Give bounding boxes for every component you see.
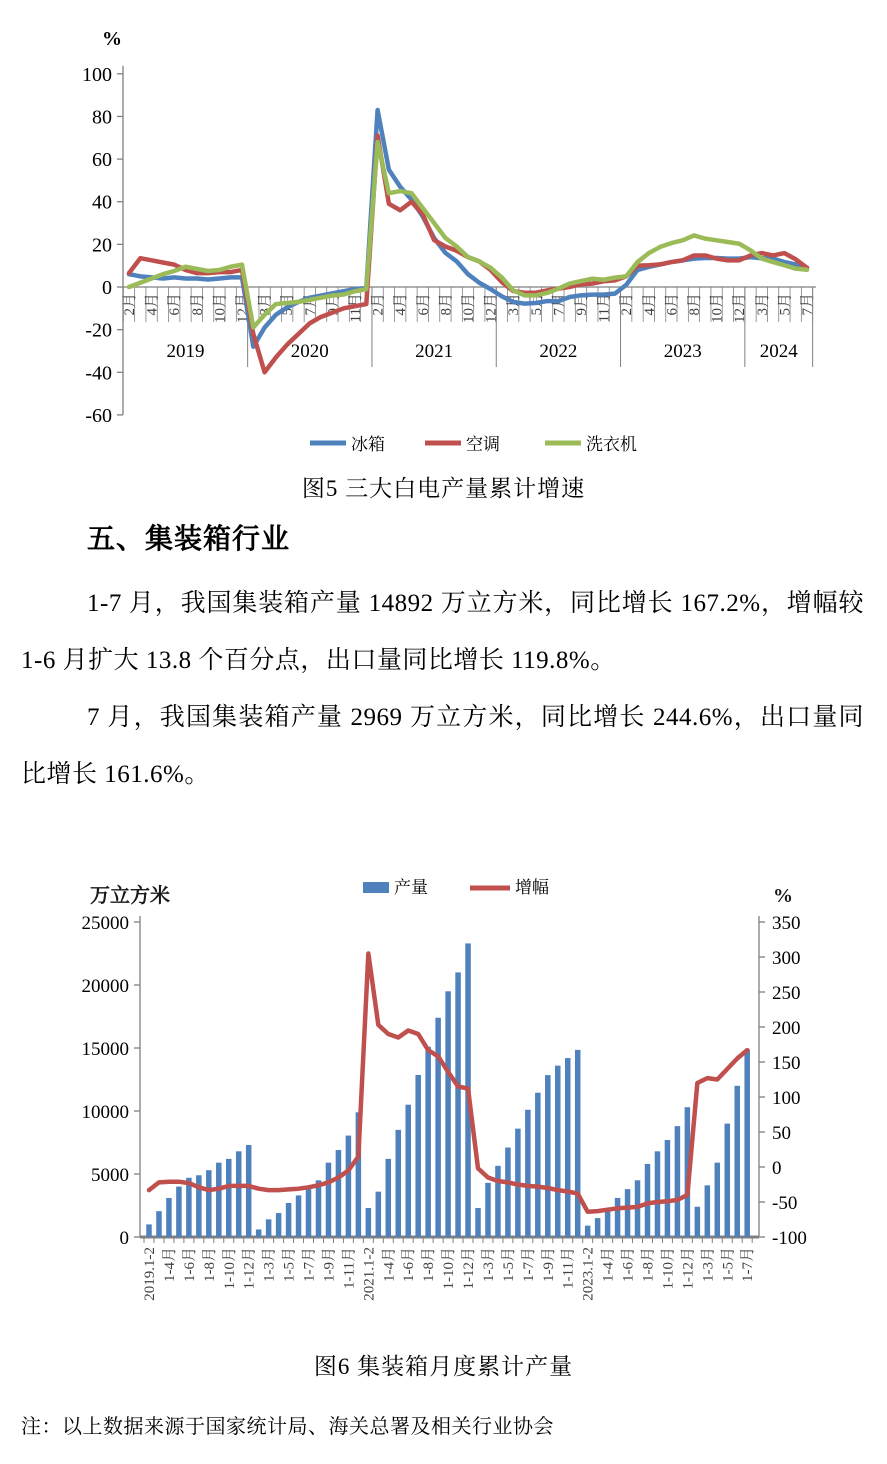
bar-19	[336, 1150, 342, 1237]
left-y-tick-label: 25000	[81, 913, 129, 934]
bar-28	[425, 1047, 431, 1237]
body-text	[21, 575, 864, 803]
x-tick-label: 7月	[551, 293, 568, 316]
bar-59	[734, 1086, 740, 1237]
white-goods-growth-chart	[50, 15, 845, 467]
x-tick-label: 10月	[709, 293, 726, 324]
x-tick-label: 2月	[619, 293, 636, 316]
bar-47	[615, 1198, 621, 1237]
x-tick-label: 1-6月	[620, 1247, 637, 1282]
x-tick-label: 1-11月	[341, 1247, 358, 1289]
right-y-tick-label: 350	[772, 913, 801, 934]
bar-30	[445, 991, 451, 1237]
left-y-tick-label: 5000	[91, 1165, 129, 1186]
right-y-tick-label: 150	[772, 1053, 801, 1074]
x-tick-label: 1-12月	[241, 1247, 258, 1290]
x-tick-label: 1-12月	[461, 1247, 478, 1290]
x-tick-label: 1-7月	[740, 1247, 757, 1282]
year-label: 2020	[290, 341, 329, 362]
bar-31	[455, 972, 461, 1237]
x-tick-label: 10月	[212, 293, 229, 324]
year-label: 2024	[759, 341, 798, 362]
bar-9	[236, 1151, 242, 1237]
bar-12	[266, 1219, 272, 1237]
left-y-tick-label: 15000	[81, 1039, 129, 1060]
x-tick-label: 7月	[800, 293, 816, 316]
x-tick-label: 12月	[235, 293, 251, 324]
x-tick-label: 1-6月	[401, 1247, 418, 1282]
x-tick-label: 10月	[461, 293, 477, 324]
left-y-tick-label: 0	[119, 1228, 129, 1249]
x-tick-label: 1-4月	[381, 1247, 398, 1282]
y-tick-label: 100	[82, 63, 112, 86]
x-tick-label: 1-12月	[680, 1247, 697, 1290]
x-tick-label: 1-4月	[161, 1247, 178, 1282]
left-axis-unit: 万立方米	[90, 885, 170, 907]
legend-label-产量: 产量	[394, 878, 428, 897]
x-tick-label: 2月	[370, 293, 387, 316]
right-y-tick-label: 100	[772, 1088, 801, 1109]
x-tick-label: 1-7月	[301, 1247, 318, 1282]
bar-41	[555, 1066, 561, 1237]
y-tick-label: -60	[85, 404, 112, 427]
x-tick-label: 1-3月	[480, 1247, 497, 1282]
bar-23	[376, 1192, 382, 1237]
bar-34	[485, 1183, 491, 1237]
bar-52	[665, 1140, 671, 1237]
legend-swatch-产量	[363, 882, 389, 893]
year-label: 2021	[415, 341, 454, 362]
fig6-bar-line-chart	[45, 860, 863, 1347]
bar-40	[545, 1075, 551, 1237]
y-tick-label: -20	[85, 319, 112, 342]
right-axis-unit: %	[773, 885, 793, 907]
section-heading: 五、集装箱行业	[87, 523, 291, 554]
y-tick-label: 80	[92, 106, 112, 129]
right-y-tick-label: 300	[772, 948, 801, 969]
x-tick-label: 4月	[144, 293, 161, 316]
x-tick-label: 1-3月	[700, 1247, 717, 1282]
x-tick-label: 1-9月	[540, 1247, 557, 1282]
x-tick-label: 11月	[348, 293, 364, 323]
bar-3	[176, 1187, 182, 1237]
bar-33	[475, 1208, 481, 1237]
x-tick-label: 1-11月	[560, 1247, 577, 1289]
bar-56	[705, 1185, 711, 1237]
x-tick-label: 1-5月	[281, 1247, 298, 1282]
bar-18	[326, 1163, 332, 1237]
x-tick-label: 1-8月	[421, 1247, 438, 1282]
bar-2	[166, 1198, 172, 1237]
x-tick-label: 3月	[754, 293, 771, 316]
x-tick-label: 12月	[732, 293, 749, 324]
bar-36	[505, 1148, 511, 1237]
x-tick-label: 5月	[777, 293, 794, 316]
x-tick-label: 4月	[393, 293, 410, 316]
source-note: 注：以上数据来源于国家统计局、海关总署及相关行业协会	[21, 1416, 554, 1438]
year-label: 2023	[663, 341, 702, 362]
x-tick-label: 8月	[687, 293, 703, 316]
bar-38	[525, 1110, 531, 1237]
year-label: 2019	[166, 341, 205, 362]
x-tick-label: 4月	[641, 293, 658, 316]
right-y-tick-label: -100	[772, 1228, 807, 1249]
x-tick-label: 8月	[189, 293, 206, 316]
x-tick-label: 8月	[438, 293, 455, 316]
bar-27	[415, 1075, 421, 1237]
bar-51	[655, 1151, 661, 1237]
left-axis-unit: %	[102, 28, 122, 50]
x-tick-label: 3月	[506, 293, 523, 316]
bar-15	[296, 1195, 302, 1237]
bar-53	[675, 1126, 681, 1237]
x-tick-label: 12月	[483, 293, 500, 324]
y-tick-label: 0	[102, 277, 112, 299]
paragraph-1: 1-7 月，我国集装箱产量 14892 万立方米，同比增长 167.2%，增幅较 1-6 月扩大 13.8 个百分点，出口量同比增长 119.8%。	[21, 590, 864, 674]
right-y-tick-label: -50	[772, 1193, 798, 1214]
right-y-tick-label: 0	[772, 1158, 782, 1179]
x-tick-label: 6月	[664, 293, 681, 316]
container-output-chart	[45, 860, 863, 1342]
bar-6	[206, 1170, 212, 1237]
x-tick-label: 1-3月	[261, 1247, 278, 1282]
y-tick-label: 60	[92, 149, 112, 172]
bar-22	[366, 1208, 372, 1237]
paragraph-2: 7 月，我国集装箱产量 2969 万立方米，同比增长 244.6%，出口量同比增长 161.6%。	[21, 704, 864, 788]
left-y-tick-label: 20000	[81, 976, 129, 997]
x-tick-label: 2019.1-2	[142, 1247, 158, 1301]
legend-label-空调: 空调	[466, 435, 500, 454]
bar-17	[316, 1180, 322, 1237]
bar-11	[256, 1229, 261, 1237]
series-line-空调	[129, 136, 807, 373]
bar-44	[585, 1226, 591, 1237]
x-tick-label: 1-8月	[201, 1247, 218, 1282]
legend-label-洗衣机: 洗衣机	[586, 435, 637, 454]
bar-13	[276, 1213, 282, 1237]
bar-7	[216, 1163, 222, 1237]
bar-57	[715, 1163, 721, 1237]
y-tick-label: 40	[92, 191, 112, 214]
x-tick-label: 1-8月	[640, 1247, 657, 1282]
bar-60	[744, 1049, 750, 1237]
x-tick-label: 2021.1-2	[361, 1247, 378, 1301]
right-y-tick-label: 200	[772, 1018, 801, 1039]
bar-4	[186, 1178, 192, 1237]
bar-1	[156, 1211, 162, 1237]
left-y-tick-label: 10000	[81, 1102, 129, 1123]
bar-16	[306, 1189, 312, 1237]
x-tick-label: 1-5月	[500, 1247, 517, 1282]
legend-label-增幅: 增幅	[515, 878, 549, 897]
fig6-caption: 图6 集装箱月度累计产量	[313, 1354, 574, 1379]
x-tick-label: 2月	[122, 293, 138, 316]
bar-39	[535, 1093, 541, 1237]
x-tick-label: 9月	[325, 293, 342, 316]
bar-50	[645, 1164, 651, 1237]
x-tick-label: 1-10月	[221, 1247, 238, 1290]
right-y-tick-label: 250	[772, 983, 801, 1004]
bar-10	[246, 1145, 252, 1237]
y-tick-label: -40	[85, 362, 112, 385]
year-label: 2022	[539, 341, 578, 362]
x-tick-label: 11月	[596, 293, 613, 323]
x-tick-label: 7月	[302, 293, 319, 316]
fig5-line-chart	[50, 15, 845, 472]
legend-label-冰箱: 冰箱	[351, 435, 385, 454]
bar-24	[386, 1159, 392, 1237]
x-tick-label: 1-6月	[181, 1247, 198, 1282]
bar-46	[605, 1211, 611, 1237]
bar-20	[346, 1136, 352, 1237]
bar-45	[595, 1218, 601, 1237]
bar-26	[405, 1105, 411, 1237]
x-tick-label: 1-10月	[441, 1247, 458, 1290]
x-tick-label: 9月	[574, 293, 590, 316]
bar-35	[495, 1166, 501, 1237]
bar-25	[396, 1130, 402, 1237]
x-tick-label: 3月	[257, 293, 274, 316]
bar-42	[565, 1058, 571, 1237]
bar-29	[435, 1018, 441, 1237]
x-tick-label: 1-9月	[321, 1247, 338, 1282]
x-tick-label: 5月	[280, 293, 297, 316]
x-tick-label: 1-10月	[660, 1247, 677, 1290]
x-tick-label: 5月	[528, 293, 545, 316]
bar-8	[226, 1159, 232, 1237]
bar-0	[146, 1224, 152, 1237]
bar-14	[286, 1203, 292, 1237]
x-tick-label: 1-4月	[600, 1247, 617, 1282]
x-tick-label: 6月	[167, 293, 184, 316]
bar-48	[625, 1189, 631, 1237]
bar-58	[725, 1124, 731, 1237]
bar-43	[575, 1050, 581, 1237]
right-y-tick-label: 50	[772, 1123, 791, 1144]
x-tick-label: 1-7月	[520, 1247, 537, 1282]
x-tick-label: 1-5月	[720, 1247, 737, 1282]
y-tick-label: 20	[92, 234, 112, 257]
fig5-caption: 图5 三大白电产量累计增速	[301, 476, 586, 501]
x-tick-label: 6月	[415, 293, 432, 316]
bar-55	[695, 1207, 701, 1237]
x-tick-label: 2023.1-2	[580, 1247, 597, 1301]
